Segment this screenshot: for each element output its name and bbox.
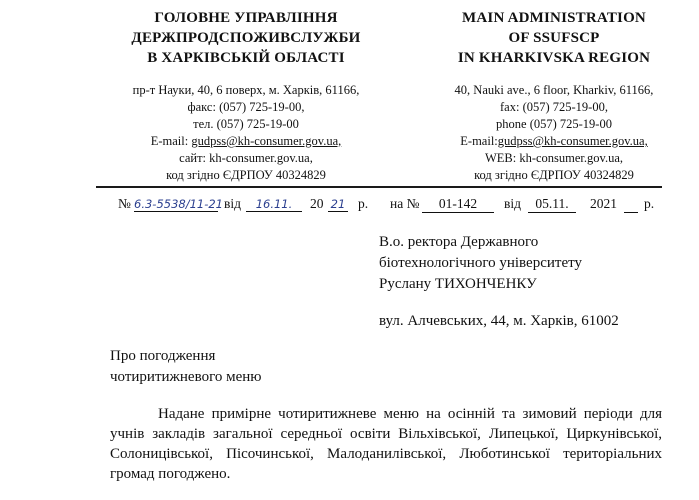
edrpou-en: код згідно ЄДРПОУ 40324829 <box>474 168 634 182</box>
phone-ua: тел. (057) 725-19-00 <box>193 117 299 131</box>
org-name-ua: ГОЛОВНЕ УПРАВЛІННЯ ДЕРЖПРОДСПОЖИВСЛУЖБИ В ХАРКІВСЬКІЙ ОБЛАСТІ <box>131 10 361 66</box>
header-left <box>96 8 396 184</box>
addressee-street: вул. Алчевських, 44, м. Харків, 61002 <box>379 313 619 329</box>
contacts-ua <box>96 82 396 184</box>
site-row-ua: сайт: kh-consumer.gov.ua, <box>179 151 313 165</box>
web-en[interactable]: WEB: kh-consumer.gov.ua, <box>484 151 624 165</box>
address-en: 40, Nauki ave., 6 floor, Kharkiv, 61166, <box>454 83 654 97</box>
phone-en: phone (057) 725-19-00 <box>496 117 612 131</box>
outgoing-number: 6.3-5538/11-21 <box>134 197 223 211</box>
fax-en: fax: (057) 725-19-00, <box>500 100 608 114</box>
outgoing-year: 21 <box>328 197 348 212</box>
header-right <box>408 8 699 184</box>
header-divider <box>96 186 662 188</box>
email-row-ua: E-mail: gudpss@kh-consumer.gov.ua, <box>150 134 342 148</box>
reference-date: 05.11. <box>528 196 576 213</box>
fax-ua: факс: (057) 725-19-00, <box>187 100 305 114</box>
addressee-name: Руслану ТИХОНЧЕНКУ <box>379 276 537 292</box>
email-link-en[interactable]: gudpss@kh-consumer.gov.ua, <box>497 134 648 148</box>
letter-subject: Про погодження чотиритижневого меню <box>110 348 262 385</box>
contacts-en <box>408 82 699 184</box>
outgoing-date: 16.11. <box>246 197 302 212</box>
org-name-en: MAIN ADMINISTRATION OF SSUFSCP IN KHARKIVSKA REGION <box>457 10 651 66</box>
addressee: В.о. ректора Державного біотехнологічного університету Руслану ТИХОНЧЕНКУ <box>379 232 582 295</box>
body-paragraph: Надане примірне чотиритижневе меню на осінній та зимовий періоди для учнів закладів загальної середньої освіти Вільхівської, Липецької, Циркунівської, Солоницівської, Пісочинської, Малоданилівської, Люботинської територіальних громад погоджено. <box>110 406 662 482</box>
edrpou-ua: код згідно ЄДРПОУ 40324829 <box>166 168 326 182</box>
email-link-ua[interactable]: gudpss@kh-consumer.gov.ua, <box>191 134 342 148</box>
site-link-ua[interactable]: kh-consumer.gov.ua, <box>209 151 313 165</box>
reference-number: 01-142 <box>422 196 494 213</box>
address-ua: пр-т Науки, 40, 6 поверх, м. Харків, 61166, <box>132 83 360 97</box>
reference-year: 2021 <box>590 196 617 211</box>
email-row-en: E-mail:gudpss@kh-consumer.gov.ua, <box>460 134 648 148</box>
letter-body <box>110 404 662 484</box>
